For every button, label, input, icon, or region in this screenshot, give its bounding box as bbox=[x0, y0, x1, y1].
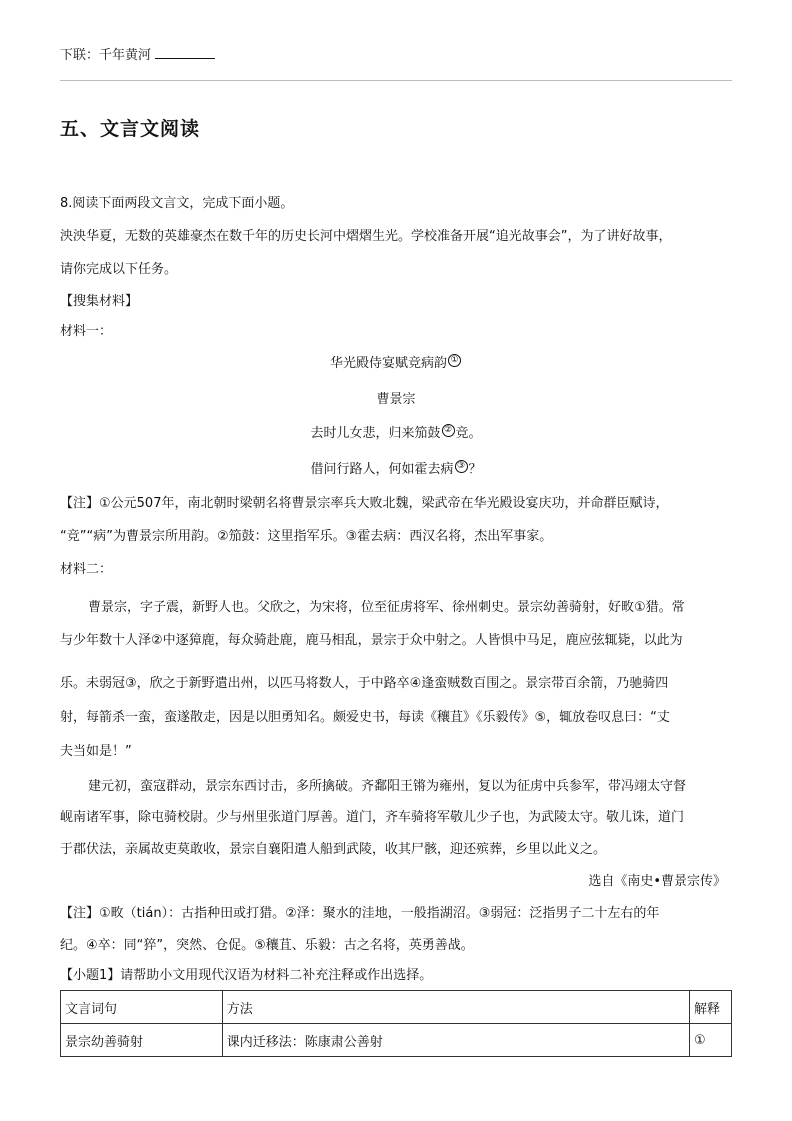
subquestion-label: 【小题1】请帮助小文用现代汉语为材料二补充注释或作出选择。 bbox=[60, 968, 433, 983]
material2-p1-line4: 射，每箭杀一蛮，蛮遂散走，因是以胆勇知名。颇爱史书，每读《穰苴》《乐毅传》⑤，辄放卷叹息曰：“丈 bbox=[60, 710, 670, 725]
poem-line1-note-mark: ② bbox=[442, 424, 455, 437]
material2-p1-line5: 夫当如是！” bbox=[60, 744, 132, 759]
poem-line2-b: ？ bbox=[468, 462, 482, 477]
material2-source: 选自《南史•曹景宗传》 bbox=[588, 874, 726, 889]
answer-cell[interactable]: ① bbox=[690, 1024, 732, 1057]
poem-line2-a: 借问行路人，何如霍去病 bbox=[310, 462, 454, 477]
poem-author: 曹景宗 bbox=[376, 392, 416, 407]
poem-line2 bbox=[60, 458, 732, 477]
question-intro: 8.阅读下面两段文言文，完成下面小题。 bbox=[60, 196, 294, 211]
answer-table bbox=[60, 990, 732, 1057]
note2-line2: 纪。④卒：同“猝”，突然、仓促。⑤穰苴、乐毅：古之名将，英勇善战。 bbox=[60, 938, 474, 953]
poem-line1 bbox=[60, 422, 732, 441]
poem-line2-note-mark: ③ bbox=[455, 460, 468, 473]
material2-p2-line3: 于郡伏法，亲属故吏莫敢收，景宗自襄阳遣人船到武陵，收其尸骸，迎还殡葬，乡里以此义之。 bbox=[60, 842, 607, 857]
table-cell: 景宗幼善骑射 bbox=[61, 1024, 223, 1057]
poem-line1-b: 竞。 bbox=[455, 426, 482, 441]
poem-line1-a: 去时儿女悲，归来笳鼓 bbox=[310, 426, 441, 441]
table-row bbox=[61, 1024, 732, 1057]
material2-label: 材料二： bbox=[60, 562, 113, 577]
table-header-cell: 解释 bbox=[690, 991, 732, 1024]
poem-title-note-mark: ① bbox=[448, 354, 461, 367]
table-header-cell: 文言词句 bbox=[61, 991, 223, 1024]
question-desc-line1: 泱泱华夏，无数的英雄豪杰在数千年的历史长河中熠熠生光。学校准备开展“追光故事会”，为了讲好故事， bbox=[60, 229, 672, 244]
poem-title-text: 华光殿侍宴赋竞病韵 bbox=[329, 356, 447, 371]
header-divider bbox=[60, 80, 732, 81]
material2-p1-line2: 与少年数十人泽②中逐獐鹿，每众骑赴鹿，鹿马相乱，景宗于众中射之。人皆惧中马足，鹿应弦辄毙，以此为 bbox=[60, 633, 683, 648]
material2-p1-line3: 乐。未弱冠③，欣之于新野遣出州，以匹马将数人，于中路卒④逢蛮贼数百围之。景宗带百余箭，乃驰骑四 bbox=[60, 676, 669, 691]
question-desc-line2: 请你完成以下任务。 bbox=[60, 262, 178, 277]
material2-p1-line1: 曹景宗，字子震，新野人也。父欣之，为宋将，位至征虏将军、徐州刺史。景宗幼善骑射，好畋①猎。常 bbox=[88, 600, 685, 615]
table-header-row bbox=[61, 991, 732, 1024]
header-couplet bbox=[60, 44, 215, 63]
collect-label: 【搜集材料】 bbox=[60, 294, 139, 309]
table-cell: 课内迁移法：陈康肃公善射 bbox=[222, 1024, 689, 1057]
section-title: 五、文言文阅读 bbox=[60, 118, 201, 140]
answer-blank[interactable] bbox=[155, 46, 215, 59]
poem-title bbox=[60, 352, 732, 371]
table-header-cell: 方法 bbox=[222, 991, 689, 1024]
couplet-text: 下联：千年黄河 bbox=[60, 48, 152, 63]
note1-line1: 【注】①公元507年，南北朝时梁朝名将曹景宗率兵大败北魏，梁武帝在华光殿设宴庆功，并命群臣赋诗， bbox=[60, 496, 669, 511]
material2-p2-line1: 建元初，蛮寇群动，景宗东西讨击，多所擒破。齐鄱阳王锵为雍州，复以为征虏中兵参军，带冯翊太守督 bbox=[88, 779, 687, 794]
material1-label: 材料一： bbox=[60, 324, 113, 339]
note1-line2: “竞”“病”为曹景宗所用韵。②笳鼓：这里指军乐。③霍去病：西汉名将，杰出军事家。 bbox=[60, 529, 553, 544]
note2-line1: 【注】①畋（tián）：古指种田或打猎。②泽：聚水的洼地，一般指湖沼。③弱冠：泛指男子二十左右的年 bbox=[60, 906, 660, 921]
material2-p2-line2: 岘南诸军事，除屯骑校尉。少与州里张道门厚善。道门，齐车骑将军敬儿少子也，为武陵太守。敬儿诛，道门 bbox=[60, 810, 685, 825]
